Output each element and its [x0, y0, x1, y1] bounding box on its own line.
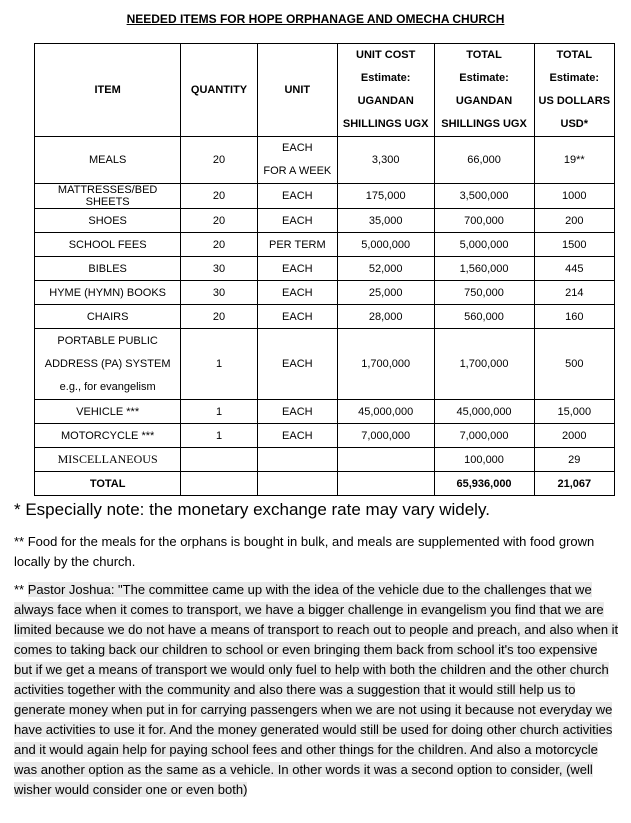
header-unit: UNIT: [257, 44, 337, 137]
quantity-cell: 1: [181, 400, 258, 424]
document-title: NEEDED ITEMS FOR HOPE ORPHANAGE AND OMECHA CHURCH: [126, 12, 505, 26]
unit-line: FOR A WEEK: [263, 165, 332, 177]
total-ugx-cell: 1,560,000: [434, 257, 534, 281]
total-usd-cell: 500: [534, 329, 614, 400]
quantity-cell: 30: [181, 257, 258, 281]
item-cell: MATTRESSES/BED SHEETS: [35, 184, 181, 209]
unit-cell: EACH: [257, 209, 337, 233]
quantity-cell: [181, 472, 258, 496]
unit-cell: [257, 448, 337, 472]
unit-cost-cell: 175,000: [337, 184, 434, 209]
unit-cost-cell: 45,000,000: [337, 400, 434, 424]
total-ugx-cell: 1,700,000: [434, 329, 534, 400]
table-row: [35, 233, 615, 257]
quantity-cell: 20: [181, 137, 258, 184]
item-cell: MISCELLANEOUS: [35, 448, 181, 472]
pastor-note: [14, 580, 619, 800]
total-usd-cell: 1500: [534, 233, 614, 257]
table-row: [35, 448, 615, 472]
grand-total-ugx: 65,936,000: [434, 472, 534, 496]
header-line: UNIT COST: [356, 49, 416, 61]
total-usd-cell: 19**: [534, 137, 614, 184]
table-row: [35, 424, 615, 448]
item-cell: SCHOOL FEES: [35, 233, 181, 257]
total-ugx-cell: 3,500,000: [434, 184, 534, 209]
quantity-cell: [181, 448, 258, 472]
item-cell: BIBLES: [35, 257, 181, 281]
quantity-cell: 30: [181, 281, 258, 305]
item-cell: HYME (HYMN) BOOKS: [35, 281, 181, 305]
header-line: Estimate:: [549, 72, 600, 84]
table-row: [35, 305, 615, 329]
unit-cell: EACH: [257, 305, 337, 329]
unit-cost-cell: 52,000: [337, 257, 434, 281]
total-ugx-cell: 700,000: [434, 209, 534, 233]
item-line: PORTABLE PUBLIC: [57, 334, 158, 347]
header-total-ugx: [434, 44, 534, 137]
pastor-quote: Pastor Joshua: "The committee came up with the idea of the vehicle due to the challenges that we always face when it comes to transport, we have a bigger challenge in evangelism you find that we are limited because we do not have a means of transport to reach out to people and preach, and also when it comes to taking back our children to school or even bringing them back from school it's too expensive but if we get a means of transport we would only fuel to help with both the children and the other church activities together with the community and also there was a suggestion that it would still help us to generate money when put in for carrying passengers when we are not using it because not everyday we have activities to use it for. And the money generated would still be used for doing other church activities and it would again help for paying school fees and other things for the children. And also a motorcycle was another option as the same as a vehicle. In other words it was a second option to consider, (well wisher would consider one or even both): [14, 582, 619, 797]
quantity-cell: 20: [181, 305, 258, 329]
total-usd-cell: 15,000: [534, 400, 614, 424]
item-cell: VEHICLE ***: [35, 400, 181, 424]
item-cell: MEALS: [35, 137, 181, 184]
total-usd-cell: 1000: [534, 184, 614, 209]
unit-cost-cell: 7,000,000: [337, 424, 434, 448]
quantity-cell: 1: [181, 329, 258, 400]
item-line: e.g., for evangelism: [59, 380, 156, 393]
quantity-cell: 20: [181, 209, 258, 233]
quantity-cell: 20: [181, 233, 258, 257]
table-row: [35, 329, 615, 400]
table-header-row: [35, 44, 615, 137]
food-note: ** Food for the meals for the orphans is bought in bulk, and meals are supplemented with food grown locally by the church.: [14, 534, 595, 569]
grand-total-usd: 21,067: [534, 472, 614, 496]
header-line: UGANDAN: [357, 95, 414, 107]
table-row: [35, 400, 615, 424]
unit-cell: EACH: [257, 184, 337, 209]
total-ugx-cell: 100,000: [434, 448, 534, 472]
unit-cell: [257, 137, 337, 184]
header-line: SHILLINGS UGX: [342, 118, 429, 130]
header-line: US DOLLARS: [538, 95, 611, 107]
table-row: [35, 257, 615, 281]
unit-cell: EACH: [257, 281, 337, 305]
total-label: TOTAL: [35, 472, 181, 496]
total-usd-cell: 29: [534, 448, 614, 472]
item-cell: CHAIRS: [35, 305, 181, 329]
total-usd-cell: 445: [534, 257, 614, 281]
unit-cell: EACH: [257, 329, 337, 400]
unit-line: EACH: [282, 142, 313, 154]
total-usd-cell: 200: [534, 209, 614, 233]
unit-cost-cell: 28,000: [337, 305, 434, 329]
table-row: [35, 209, 615, 233]
unit-cell: [257, 472, 337, 496]
table-row: [35, 184, 615, 209]
header-line: Estimate:: [360, 72, 411, 84]
quantity-cell: 20: [181, 184, 258, 209]
total-ugx-cell: 750,000: [434, 281, 534, 305]
header-line: TOTAL: [466, 49, 502, 61]
unit-cell: EACH: [257, 424, 337, 448]
total-usd-cell: 2000: [534, 424, 614, 448]
unit-cost-cell: 25,000: [337, 281, 434, 305]
header-line: TOTAL: [556, 49, 593, 61]
header-unit-cost: [337, 44, 434, 137]
total-usd-cell: 214: [534, 281, 614, 305]
header-line: UGANDAN: [455, 95, 513, 107]
quantity-cell: 1: [181, 424, 258, 448]
exchange-rate-note: * Especially note: the monetary exchange rate may vary widely.: [14, 500, 490, 519]
header-quantity: QUANTITY: [181, 44, 258, 137]
total-usd-cell: 160: [534, 305, 614, 329]
item-cell: [35, 329, 181, 400]
total-ugx-cell: 5,000,000: [434, 233, 534, 257]
needed-items-table: [34, 43, 615, 496]
unit-cost-cell: 1,700,000: [337, 329, 434, 400]
total-ugx-cell: 66,000: [434, 137, 534, 184]
unit-cost-cell: [337, 472, 434, 496]
unit-cell: EACH: [257, 400, 337, 424]
header-total-usd: [534, 44, 614, 137]
unit-cell: PER TERM: [257, 233, 337, 257]
unit-cost-cell: 35,000: [337, 209, 434, 233]
unit-cost-cell: [337, 448, 434, 472]
total-ugx-cell: 7,000,000: [434, 424, 534, 448]
total-ugx-cell: 45,000,000: [434, 400, 534, 424]
unit-cost-cell: 5,000,000: [337, 233, 434, 257]
header-line: SHILLINGS UGX: [441, 118, 527, 130]
item-cell: SHOES: [35, 209, 181, 233]
item-cell: MOTORCYCLE ***: [35, 424, 181, 448]
table-row: [35, 281, 615, 305]
unit-cell: EACH: [257, 257, 337, 281]
total-row: [35, 472, 615, 496]
table-row: [35, 137, 615, 184]
unit-cost-cell: 3,300: [337, 137, 434, 184]
total-ugx-cell: 560,000: [434, 305, 534, 329]
header-line: Estimate:: [459, 72, 509, 84]
pastor-note-prefix: **: [14, 582, 28, 597]
item-line: ADDRESS (PA) SYSTEM: [44, 357, 171, 370]
header-item: ITEM: [35, 44, 181, 137]
header-line: USD*: [560, 118, 589, 130]
